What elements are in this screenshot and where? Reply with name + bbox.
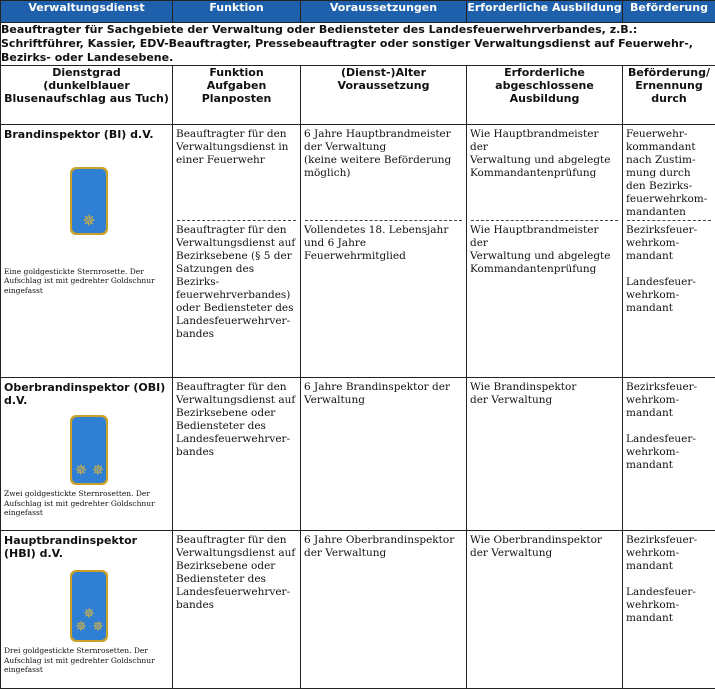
ausbildung-a: Wie Hauptbrandmeister der Verwaltung und abgelegte Kommandantenprüfung — [470, 127, 611, 179]
ausbildung: Wie Oberbrandinspektor der Verwaltung — [470, 534, 602, 560]
voraussetzung-cell — [301, 124, 467, 377]
funktion: Beauftragter für den Verwaltungsdienst auf Bezirksebene oder Bediensteter des Landesfeuerwehrver- bandes — [176, 534, 296, 612]
funktion-b: Beauftragter für den Verwaltungsdienst auf Bezirksebene (§ 5 der Satzungen des Bezirks- feuerwehrverbandes) oder Bediensteter des Landesfeuerwehrver- bandes — [176, 223, 296, 340]
star-rosette-icon: ✵ — [75, 619, 87, 636]
subheader-alter: (Dienst-)Alter Voraussetzung — [301, 66, 467, 124]
rank-title: Oberbrandinspektor (OBI) d.V. — [4, 381, 166, 408]
star-rosette-icon: ✵ — [91, 461, 105, 480]
star-rosette-icon: ✵ — [82, 210, 96, 230]
rank-title: Brandinspektor (BI) d.V. — [4, 127, 154, 141]
table-header-row — [1, 1, 715, 23]
intro-row — [1, 23, 715, 66]
funktion: Beauftragter für den Verwaltungsdienst auf Bezirksebene oder Bediensteter des Landesfeuerwehrver- bandes — [176, 381, 296, 459]
rank-row-hbi — [1, 531, 715, 689]
insignia-description: Eine goldgestickte Sternrosette. Der Aufschlag ist mit gedrehter Goldschnur eingefasst — [4, 266, 155, 295]
funktion-a: Beauftragter für den Verwaltungsdienst in einer Feuerwehr — [176, 127, 289, 166]
voraussetzung-b: Vollendetes 18. Lebensjahr und 6 Jahre Feuerwehrmitglied — [304, 223, 449, 262]
insignia-patch — [1, 560, 173, 646]
subheader-ausbildung: Erforderliche abgeschlossene Ausbildung — [467, 66, 623, 124]
rank-title: Hauptbrandinspektor (HBI) d.V. — [4, 534, 138, 561]
subheader-row — [1, 66, 715, 124]
ausbildung-cell — [467, 531, 623, 689]
voraussetzung: 6 Jahre Brandinspektor der Verwaltung — [304, 381, 450, 407]
header-ausbildung: Erforderliche Ausbildung — [467, 1, 623, 23]
befoerderung-b: Bezirksfeuer- wehrkom- mandant Landesfeuer- wehrkom- mandant — [626, 223, 698, 314]
rank-row-bi — [1, 124, 715, 377]
rank-cell — [1, 531, 173, 689]
rank-row-obi — [1, 378, 715, 531]
subheader-befoerderung: Beförderung/ Ernennung durch — [623, 66, 715, 124]
subheader-dienstgrad: Dienstgrad (dunkelblauer Blusenaufschlag aus Tuch) — [1, 66, 173, 124]
voraussetzung: 6 Jahre Oberbrandinspektor der Verwaltung — [304, 534, 455, 560]
befoerderung-cell — [623, 124, 715, 377]
rank-cell — [1, 124, 173, 377]
befoerderung-cell — [623, 531, 715, 689]
voraussetzung-a: 6 Jahre Hauptbrandmeister der Verwaltung (keine weitere Beförderung möglich) — [304, 127, 452, 179]
befoerderung-cell — [623, 378, 715, 531]
voraussetzung-cell — [301, 378, 467, 531]
header-voraussetzungen: Voraussetzungen — [301, 1, 467, 23]
ausbildung-cell — [467, 378, 623, 531]
ausbildung-cell — [467, 124, 623, 377]
ausbildung-b: Wie Hauptbrandmeister der Verwaltung und abgelegte Kommandantenprüfung — [470, 223, 611, 275]
header-verwaltungsdienst: Verwaltungsdienst — [1, 1, 173, 23]
ausbildung: Wie Brandinspektor der Verwaltung — [470, 381, 577, 407]
insignia-description: Zwei goldgestickte Sternrosetten. Der Aufschlag ist mit gedrehter Goldschnur eingefasst — [4, 489, 155, 518]
befoerderung: Bezirksfeuer- wehrkom- mandant Landesfeuer- wehrkom- mandant — [626, 534, 698, 625]
header-funktion: Funktion — [173, 1, 301, 23]
insignia-patch — [1, 141, 173, 237]
star-rosette-icon: ✵ — [74, 461, 88, 480]
voraussetzung-cell — [301, 531, 467, 689]
funktion-cell — [173, 378, 301, 531]
insignia-description: Drei goldgestickte Sternrosetten. Der Aufschlag ist mit gedrehter Goldschnur eingefasst — [4, 646, 155, 675]
befoerderung-a: Feuerwehr- kommandant nach Zustim- mung durch den Bezirks- feuerwehrkom- mandanten — [626, 127, 708, 218]
rank-cell — [1, 378, 173, 531]
subheader-funktion: Funktion Aufgaben Planposten — [173, 66, 301, 124]
funktion-cell — [173, 531, 301, 689]
star-rosette-icon: ✵ — [83, 606, 95, 623]
header-befoerderung: Beförderung — [623, 1, 715, 23]
funktion-cell — [173, 124, 301, 377]
star-rosette-icon: ✵ — [92, 619, 104, 636]
insignia-patch — [1, 407, 173, 489]
befoerderung: Bezirksfeuer- wehrkom- mandant Landesfeuer- wehrkom- mandant — [626, 381, 698, 472]
intro-text: Beauftragter für Sachgebiete der Verwaltung oder Bediensteter des Landesfeuerwehrverbandes, z.B.: Schriftführer, Kassier, EDV-Beauftragter, Pressebeauftragter oder sonstiger Verwaltungsdienst auf Feuerwehr-, Bezirks- oder Landesebene. — [1, 23, 715, 66]
